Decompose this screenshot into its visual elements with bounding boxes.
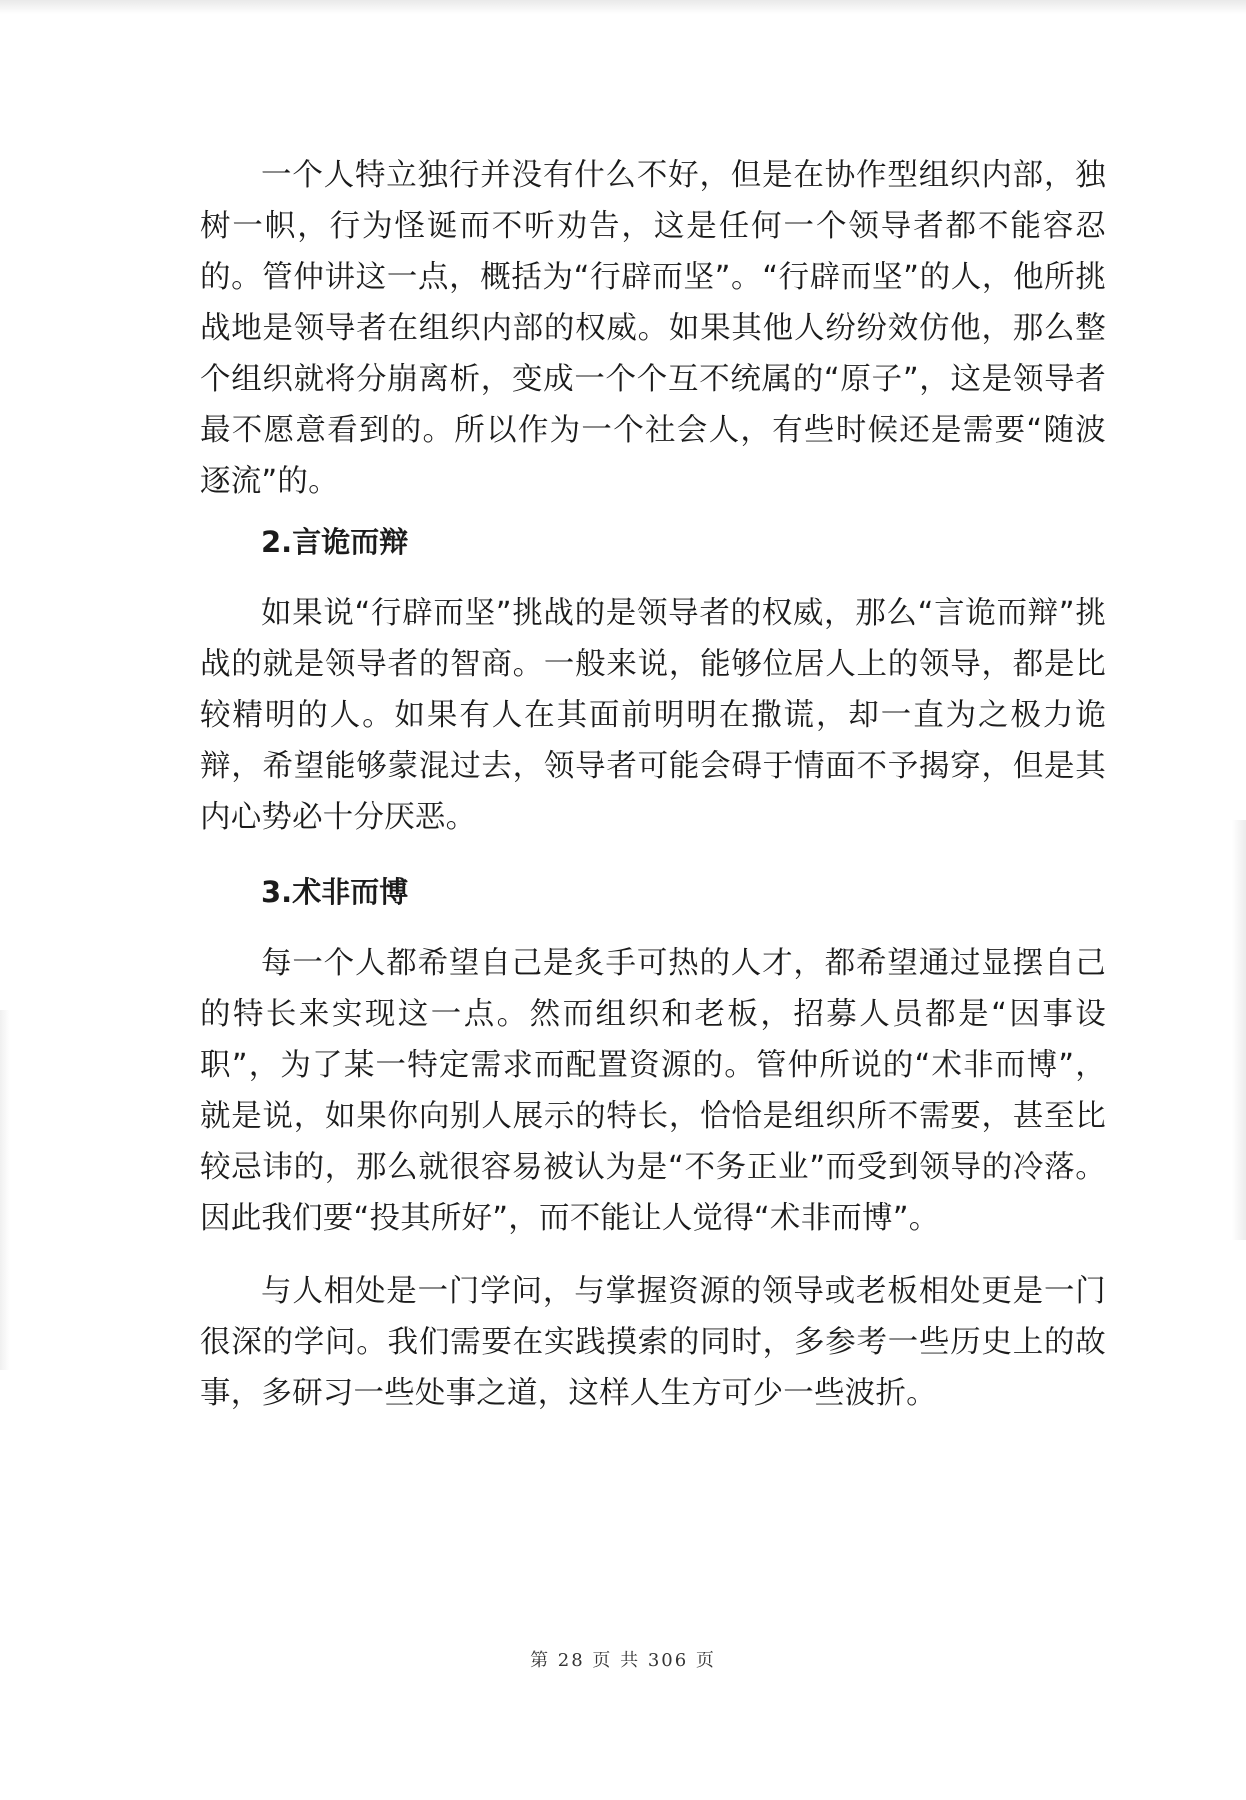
section-heading-3: 3.术非而博 [261, 875, 409, 909]
section-heading-2: 2.言诡而辩 [261, 525, 409, 559]
scan-edge-top [0, 0, 1246, 14]
body-text [200, 150, 1106, 1419]
paragraph-3: 每一个人都希望自己是炙手可热的人才，都希望通过显摆自己的特长来实现这一点。然而组织和老板，招募人员都是“因事设职”，为了某一特定需求而配置资源的。管仲所说的“术非而博”，就是说，如果你向别人展示的特长，恰恰是组织所不需要，甚至比较忌讳的，那么就很容易被认为是“不务正业”而受到领导的冷落。因此我们要“投其所好”，而不能让人觉得“术非而博”。 [200, 946, 1106, 1236]
scan-edge-right [1232, 820, 1246, 1240]
scan-edge-left [0, 1010, 10, 1370]
paragraph-1: 一个人特立独行并没有什么不好，但是在协作型组织内部，独树一帜，行为怪诞而不听劝告，这是任何一个领导者都不能容忍的。管仲讲这一点，概括为“行辟而坚”。“行辟而坚”的人，他所挑战地是领导者在组织内部的权威。如果其他人纷纷效仿他，那么整个组织就将分崩离析，变成一个个互不统属的“原子”，这是领导者最不愿意看到的。所以作为一个社会人，有些时候还是需要“随波逐流”的。 [200, 158, 1106, 499]
paragraph-2: 如果说“行辟而坚”挑战的是领导者的权威，那么“言诡而辩”挑战的就是领导者的智商。一般来说，能够位居人上的领导，都是比较精明的人。如果有人在其面前明明在撒谎，却一直为之极力诡辩，希望能够蒙混过去，领导者可能会碍于情面不予揭穿，但是其内心势必十分厌恶。 [200, 596, 1106, 835]
page-number-footer: 第 28 页 共 306 页 [530, 1650, 716, 1671]
paragraph-4: 与人相处是一门学问，与掌握资源的领导或老板相处更是一门很深的学问。我们需要在实践摸索的同时，多参考一些历史上的故事，多研习一些处事之道，这样人生方可少一些波折。 [200, 1274, 1106, 1411]
